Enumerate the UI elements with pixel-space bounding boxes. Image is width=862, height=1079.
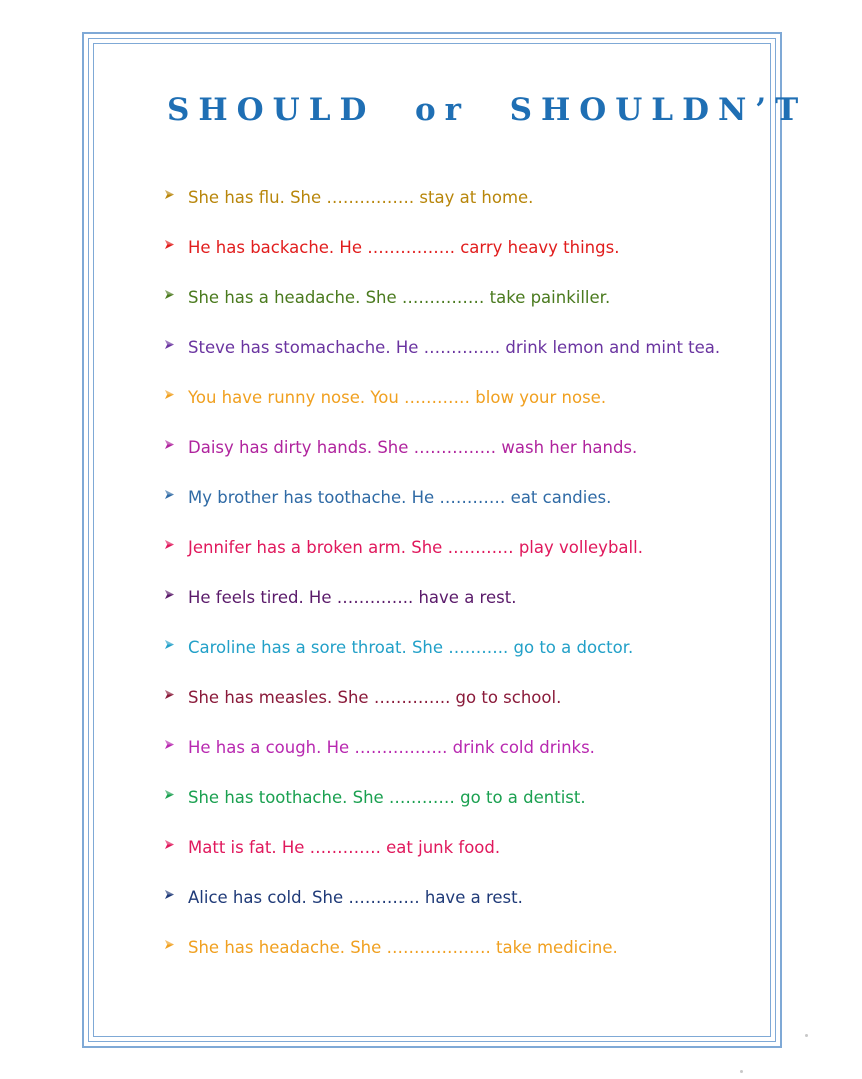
arrowhead-bullet-icon xyxy=(164,539,188,555)
arrowhead-bullet-icon xyxy=(164,239,188,255)
exercise-sentence: Daisy has dirty hands. She …………… wash her hands. xyxy=(188,437,638,457)
exercise-item xyxy=(164,822,720,872)
exercise-item xyxy=(164,372,720,422)
arrowhead-bullet-icon xyxy=(164,289,188,305)
arrowhead-bullet-icon xyxy=(164,689,188,705)
exercise-sentence: She has flu. She ……………. stay at home. xyxy=(188,187,534,207)
exercise-item xyxy=(164,522,720,572)
exercise-sentence: She has measles. She ………….. go to school. xyxy=(188,687,562,707)
arrowhead-bullet-icon xyxy=(164,489,188,505)
decorative-dot xyxy=(740,1070,743,1073)
worksheet-title: SHOULD or SHOULDN’T xyxy=(167,92,808,128)
arrowhead-bullet-icon xyxy=(164,939,188,955)
decorative-dot xyxy=(805,1034,808,1037)
exercise-sentence: Steve has stomachache. He ………….. drink lemon and mint tea. xyxy=(188,337,721,357)
arrowhead-bullet-icon xyxy=(164,439,188,455)
arrowhead-bullet-icon xyxy=(164,889,188,905)
arrowhead-bullet-icon xyxy=(164,339,188,355)
arrowhead-bullet-icon xyxy=(164,839,188,855)
exercise-item xyxy=(164,272,720,322)
exercise-sentence: My brother has toothache. He ………… eat candies. xyxy=(188,487,612,507)
exercise-sentence: You have runny nose. You ………… blow your nose. xyxy=(188,387,607,407)
exercise-item xyxy=(164,622,720,672)
exercise-sentence: She has headache. She ………………. take medicine. xyxy=(188,937,618,957)
exercise-sentence: He feels tired. He ………….. have a rest. xyxy=(188,587,517,607)
exercise-item xyxy=(164,672,720,722)
exercise-item xyxy=(164,772,720,822)
exercise-sentence: She has a headache. She …………… take painkiller. xyxy=(188,287,611,307)
exercise-sentence: Matt is fat. He …………. eat junk food. xyxy=(188,837,501,857)
exercise-sentence: Caroline has a sore throat. She ……….. go to a doctor. xyxy=(188,637,634,657)
exercise-list xyxy=(164,172,720,972)
exercise-item xyxy=(164,172,720,222)
exercise-item xyxy=(164,922,720,972)
arrowhead-bullet-icon xyxy=(164,389,188,405)
arrowhead-bullet-icon xyxy=(164,639,188,655)
exercise-item xyxy=(164,722,720,772)
exercise-item xyxy=(164,222,720,272)
exercise-item xyxy=(164,422,720,472)
arrowhead-bullet-icon xyxy=(164,189,188,205)
exercise-item xyxy=(164,872,720,922)
exercise-item xyxy=(164,472,720,522)
arrowhead-bullet-icon xyxy=(164,789,188,805)
arrowhead-bullet-icon xyxy=(164,739,188,755)
exercise-sentence: Alice has cold. She …………. have a rest. xyxy=(188,887,523,907)
exercise-sentence: He has a cough. He …………….. drink cold drinks. xyxy=(188,737,595,757)
exercise-sentence: She has toothache. She ………… go to a dentist. xyxy=(188,787,586,807)
exercise-sentence: Jennifer has a broken arm. She ………… play volleyball. xyxy=(188,537,643,557)
exercise-item xyxy=(164,322,720,372)
exercise-sentence: He has backache. He ……………. carry heavy things. xyxy=(188,237,620,257)
exercise-item xyxy=(164,572,720,622)
arrowhead-bullet-icon xyxy=(164,589,188,605)
